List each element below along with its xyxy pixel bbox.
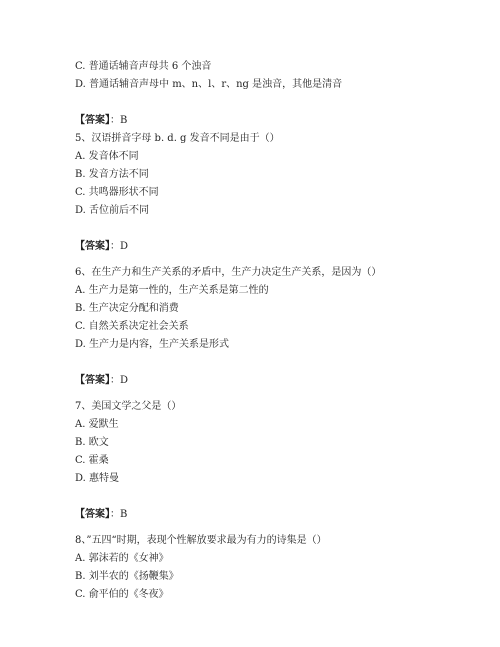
answer-label: 【答案】 xyxy=(75,115,110,126)
q8-stem: 8、”五四“时期，表现个性解放要求最为有力的诗集是（） xyxy=(75,535,327,546)
q6-option-c: C. 自然关系决定社会关系 xyxy=(75,321,189,332)
answer-label: 【答案】 xyxy=(75,375,110,386)
answer-value: ：D xyxy=(110,375,129,386)
q5-answer xyxy=(75,238,475,256)
q8-option-a: A. 郭沫若的《女神》 xyxy=(75,553,169,564)
q7-option-b: B. 欧文 xyxy=(75,437,109,448)
answer-value: ：D xyxy=(110,241,129,252)
q6-option-a: A. 生产力是第一性的，生产关系是第二性的 xyxy=(75,285,269,296)
q4-option-d: D. 普通话辅音声母中 m、n、l、r、ng 是浊音，其他是清音 xyxy=(75,79,343,90)
q8-option-c: C. 俞平伯的《冬夜》 xyxy=(75,589,169,600)
answer-value: ：B xyxy=(110,115,128,126)
q7-option-c: C. 霍桑 xyxy=(75,455,109,466)
q5-option-c: C. 共鸣器形状不同 xyxy=(75,187,159,198)
q6-answer xyxy=(75,372,475,390)
q5-option-b: B. 发音方法不同 xyxy=(75,169,149,180)
q7-stem: 7、美国文学之父是（） xyxy=(75,401,182,412)
q5-option-d: D. 舌位前后不同 xyxy=(75,205,150,216)
q6-option-b: B. 生产决定分配和消费 xyxy=(75,303,179,314)
q6-option-d: D. 生产力是内容，生产关系是形式 xyxy=(75,339,230,350)
document-page xyxy=(75,58,475,604)
q4-option-c: C. 普通话辅音声母共 6 个浊音 xyxy=(75,61,212,72)
answer-label: 【答案】 xyxy=(75,509,110,520)
q7-option-d: D. 惠特曼 xyxy=(75,473,120,484)
q8-option-b: B. 刘半农的《扬鞭集》 xyxy=(75,571,179,582)
q5-stem: 5、汉语拼音字母 b. d. g 发音不同是由于（） xyxy=(75,133,280,144)
q4-answer xyxy=(75,112,475,130)
q6-stem: 6、在生产力和生产关系的矛盾中，生产力决定生产关系，是因为（） xyxy=(75,267,382,278)
q7-answer xyxy=(75,506,475,524)
q5-option-a: A. 发音体不同 xyxy=(75,151,139,162)
answer-value: ：B xyxy=(110,509,128,520)
q7-option-a: A. 爱默生 xyxy=(75,419,119,430)
answer-label: 【答案】 xyxy=(75,241,110,252)
